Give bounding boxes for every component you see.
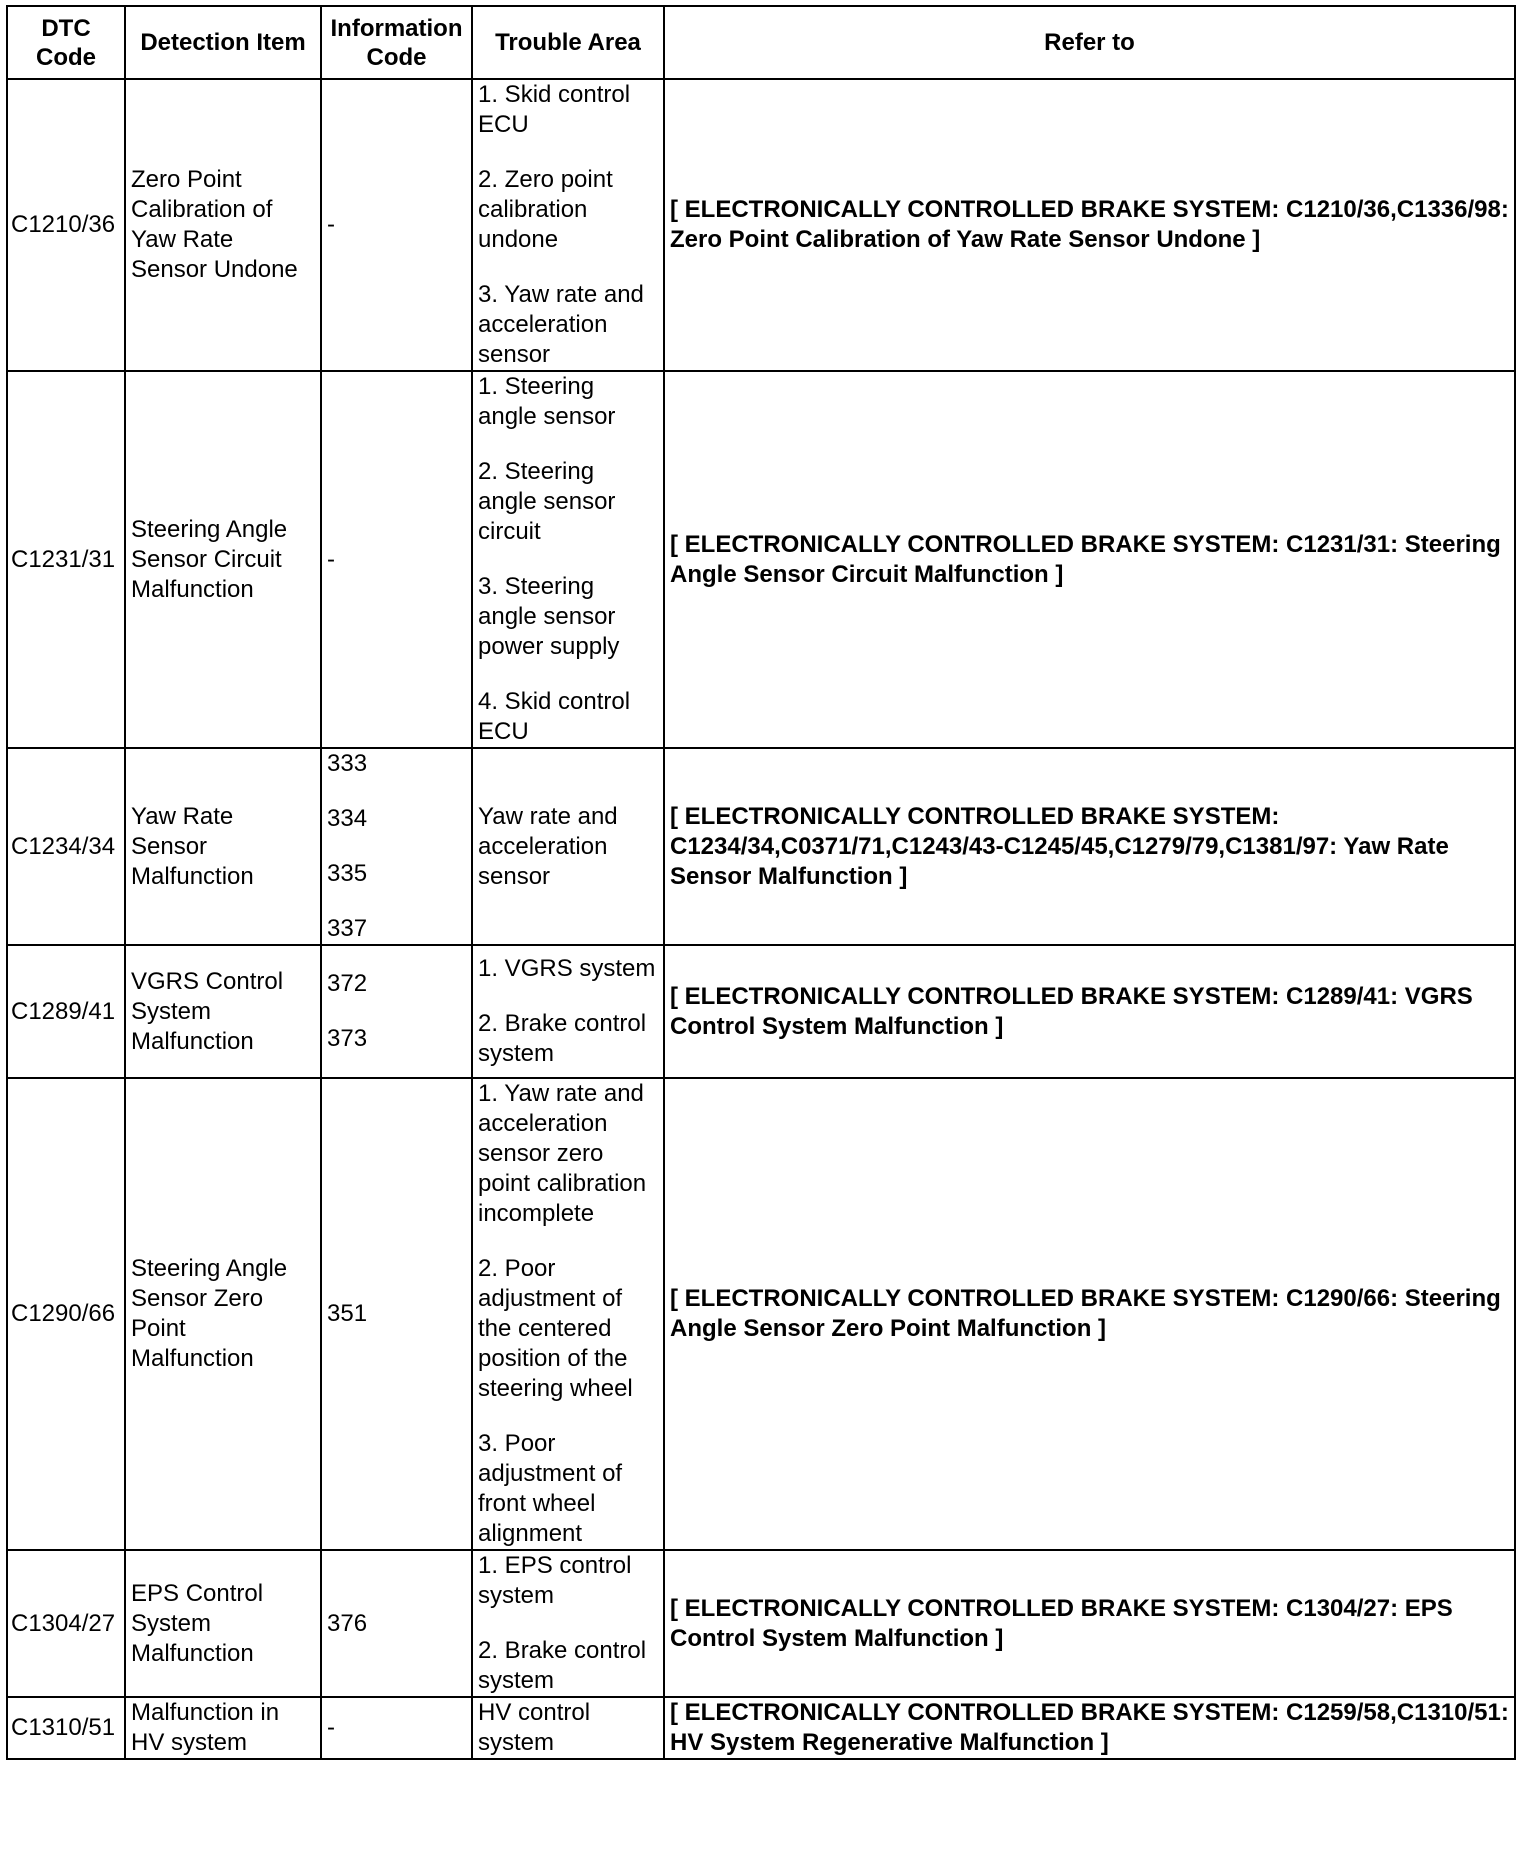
information-code-list (327, 1713, 466, 1743)
header-information-code: Information Code (321, 6, 472, 79)
refer-to-link[interactable]: [ ELECTRONICALLY CONTROLLED BRAKE SYSTEM: C1234/34,C0371/71,C1243/43-C1245/45,C1279/79,C1381/97: Yaw Rate Sensor Malfunction ] (664, 748, 1515, 945)
table-row (7, 79, 1515, 371)
refer-to-link[interactable]: [ ELECTRONICALLY CONTROLLED BRAKE SYSTEM: C1210/36,C1336/98: Zero Point Calibration of Yaw Rate Sensor Undone ] (664, 79, 1515, 371)
trouble-area-cell (472, 1550, 664, 1697)
trouble-area-item: 2. Brake control system (478, 1010, 647, 1067)
information-code: 372 (327, 970, 368, 997)
refer-to-link[interactable]: [ ELECTRONICALLY CONTROLLED BRAKE SYSTEM: C1259/58,C1310/51: HV System Regenerative Malfunction ] (664, 1697, 1515, 1759)
information-code: 373 (327, 1025, 368, 1052)
trouble-area-item: 2. Steering angle sensor circuit (478, 458, 616, 545)
trouble-area-item: 1. VGRS system (478, 955, 656, 982)
trouble-area-list (478, 1698, 658, 1758)
table-row (7, 1550, 1515, 1697)
dtc-code-cell: C1231/31 (7, 371, 125, 748)
trouble-area-cell (472, 945, 664, 1078)
information-code-cell (321, 79, 472, 371)
detection-item-cell: Malfunction in HV system (125, 1697, 321, 1759)
dtc-code-cell: C1289/41 (7, 945, 125, 1078)
dtc-table (6, 5, 1516, 1760)
refer-to-link[interactable]: [ ELECTRONICALLY CONTROLLED BRAKE SYSTEM: C1231/31: Steering Angle Sensor Circuit Malfunction ] (664, 371, 1515, 748)
information-code: - (327, 545, 335, 573)
table-row (7, 1078, 1515, 1550)
trouble-area-cell (472, 1078, 664, 1550)
table-row (7, 371, 1515, 748)
trouble-area-item: 1. EPS control system (478, 1552, 632, 1609)
information-code: - (327, 1714, 335, 1741)
dtc-code-cell: C1290/66 (7, 1078, 125, 1550)
trouble-area-list (478, 1551, 658, 1696)
trouble-area-item: 2. Brake control system (478, 1637, 647, 1694)
information-code-list (327, 545, 466, 575)
information-code: - (327, 211, 335, 238)
table-header-row (7, 6, 1515, 79)
trouble-area-item: 1. Skid control ECU (478, 81, 631, 138)
information-code: 333 (327, 750, 368, 777)
information-code-list (327, 1609, 466, 1639)
trouble-area-item: HV control system (478, 1699, 591, 1756)
trouble-area-cell (472, 79, 664, 371)
detection-item-cell: EPS Control System Malfunction (125, 1550, 321, 1697)
trouble-area-cell (472, 371, 664, 748)
dtc-code-cell: C1234/34 (7, 748, 125, 945)
refer-to-link[interactable]: [ ELECTRONICALLY CONTROLLED BRAKE SYSTEM: C1289/41: VGRS Control System Malfunction ] (664, 945, 1515, 1078)
header-refer-to: Refer to (664, 6, 1515, 79)
dtc-code-cell: C1310/51 (7, 1697, 125, 1759)
trouble-area-item: 3. Poor adjustment of front wheel alignment (478, 1430, 623, 1547)
trouble-area-item: 3. Steering angle sensor power supply (478, 573, 620, 660)
trouble-area-cell (472, 1697, 664, 1759)
trouble-area-item: 1. Yaw rate and acceleration sensor zero point calibration incomplete (478, 1080, 647, 1227)
information-code-cell (321, 1078, 472, 1550)
detection-item-cell: Steering Angle Sensor Circuit Malfunction (125, 371, 321, 748)
trouble-area-item: 3. Yaw rate and acceleration sensor (478, 281, 644, 368)
information-code: 337 (327, 915, 368, 942)
information-code-list (327, 969, 466, 1054)
information-code-list (327, 210, 466, 240)
information-code-list (327, 749, 466, 944)
information-code-list (327, 1299, 466, 1329)
header-dtc-code: DTC Code (7, 6, 125, 79)
trouble-area-cell (472, 748, 664, 945)
information-code-cell (321, 1550, 472, 1697)
trouble-area-item: 4. Skid control ECU (478, 688, 631, 745)
information-code-cell (321, 371, 472, 748)
dtc-table-container (6, 5, 1514, 1760)
trouble-area-item: 2. Poor adjustment of the centered position of the steering wheel (478, 1255, 633, 1402)
trouble-area-list (478, 80, 658, 370)
trouble-area-list (478, 372, 658, 747)
detection-item-cell: VGRS Control System Malfunction (125, 945, 321, 1078)
information-code-cell (321, 748, 472, 945)
detection-item-cell: Steering Angle Sensor Zero Point Malfunction (125, 1078, 321, 1550)
dtc-code-cell: C1304/27 (7, 1550, 125, 1697)
information-code-cell (321, 945, 472, 1078)
information-code-cell (321, 1697, 472, 1759)
header-detection-item: Detection Item (125, 6, 321, 79)
information-code: 351 (327, 1300, 368, 1327)
trouble-area-list (478, 802, 658, 892)
information-code: 334 (327, 805, 368, 832)
dtc-code-cell: C1210/36 (7, 79, 125, 371)
information-code: 376 (327, 1609, 368, 1637)
trouble-area-item: 1. Steering angle sensor (478, 373, 616, 430)
detection-item-cell: Zero Point Calibration of Yaw Rate Sensor Undone (125, 79, 321, 371)
trouble-area-item: 2. Zero point calibration undone (478, 166, 613, 253)
table-row (7, 1697, 1515, 1759)
refer-to-link[interactable]: [ ELECTRONICALLY CONTROLLED BRAKE SYSTEM: C1290/66: Steering Angle Sensor Zero Point Malfunction ] (664, 1078, 1515, 1550)
table-row (7, 945, 1515, 1078)
information-code: 335 (327, 860, 368, 887)
trouble-area-list (478, 1079, 658, 1549)
header-trouble-area: Trouble Area (472, 6, 664, 79)
table-row (7, 748, 1515, 945)
detection-item-cell: Yaw Rate Sensor Malfunction (125, 748, 321, 945)
trouble-area-item: Yaw rate and acceleration sensor (478, 802, 618, 890)
refer-to-link[interactable]: [ ELECTRONICALLY CONTROLLED BRAKE SYSTEM: C1304/27: EPS Control System Malfunction ] (664, 1550, 1515, 1697)
trouble-area-list (478, 954, 658, 1069)
